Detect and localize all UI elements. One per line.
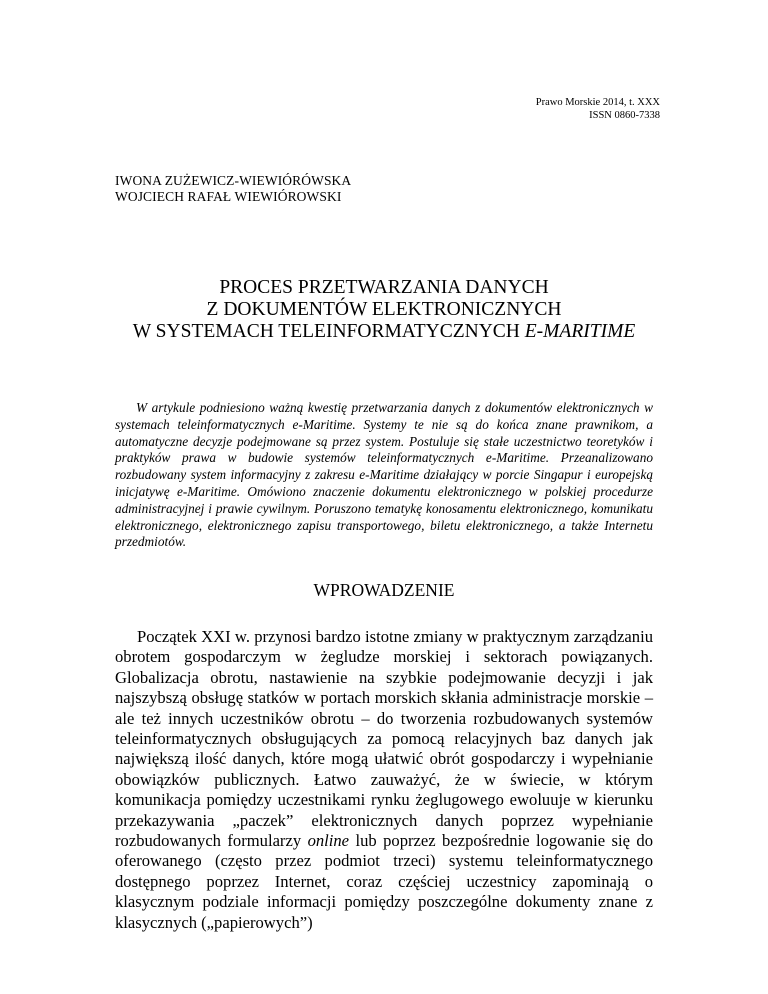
title-line-3-text: W SYSTEMACH TELEINFORMATYCZNYCH bbox=[132, 321, 525, 342]
body-text-part-1: Początek XXI w. przynosi bardzo istotne zmiany w praktycznym zarządzaniu obrotem gospodarczym w żegludze morskiej i sektorach powiązanych. Globalizacja obrotu, nastawienie na szybkie podejmowanie decyzji i jak najszybszą obsługę statków w portach morskich skłania administracje morskie – ale też innych uczestników obrotu – do tworzenia rozbudowanych systemów teleinformatycznych obsługujących za pomocą relacyjnych baz danych jak największą ilość danych, które mogą ułatwić obrót gospodarczy i wypełnianie obowiązków publicznych. Łatwo zauważyć, że w świecie, w którym komunikacja pomiędzy uczestnikami rynku żeglugowego ewoluuje w kierunku przekazywania „paczek” elektronicznych danych poprzez wypełnianie rozbudowanych formularzy bbox=[115, 627, 653, 851]
body-text-part-2: lub poprzez bezpośrednie logowanie się do oferowanego (często przez podmiot trzeci) systemu teleinformatycznego dostępnego poprzez Internet, coraz częściej uczestnicy zapominają o klasycznym podziale informacji pomiędzy poszczególne dokumenty znane z klasycznych („papierowych”) bbox=[115, 831, 654, 932]
journal-citation: Prawo Morskie 2014, t. XXX bbox=[535, 97, 660, 108]
author-1: IWONA ZUŻEWICZ-WIEWIÓRÓWSKA bbox=[115, 173, 352, 188]
journal-info bbox=[536, 96, 660, 122]
abstract: W artykule podniesiono ważną kwestię przetwarzania danych z dokumentów elektronicznych w systemach teleinformatycznych e-Maritime. Systemy te nie są do końca znane prawnikom, a automatyczne decyzje podejmowane są przez system. Postuluje się stałe uczestnictwo teoretyków i praktyków prawa w budowie systemów teleinformatycznych e-Maritime. Przeanalizowano rozbudowany system informacyjny z zakresu e-Maritime działający w porcie Singapur i europejską inicjatywę e-Maritime. Omówiono znaczenie dokumentu elektronicznego w polskiej procedurze administracyjnej i prawie cywilnym. Poruszono tematykę konosamentu elektronicznego, komunikatu elektronicznego, elektronicznego zapisu transportowego, biletu elektronicznego, a także Internetu przedmiotów. bbox=[115, 400, 653, 550]
journal-issn: ISSN 0860-7338 bbox=[589, 110, 660, 121]
paper-title bbox=[60, 277, 708, 343]
title-line-1: PROCES PRZETWARZANIA DANYCH bbox=[219, 277, 549, 298]
title-line-2: Z DOKUMENTÓW ELEKTRONICZNYCH bbox=[206, 299, 562, 320]
body-paragraph bbox=[115, 627, 653, 933]
section-heading: WPROWADZENIE bbox=[313, 580, 455, 600]
title-line-3 bbox=[60, 321, 708, 343]
author-list bbox=[115, 173, 351, 205]
author-2: WOJCIECH RAFAŁ WIEWIÓROWSKI bbox=[115, 189, 342, 204]
title-line-3-italic: E-MARITIME bbox=[524, 321, 636, 342]
body-text-italic: online bbox=[307, 831, 350, 851]
